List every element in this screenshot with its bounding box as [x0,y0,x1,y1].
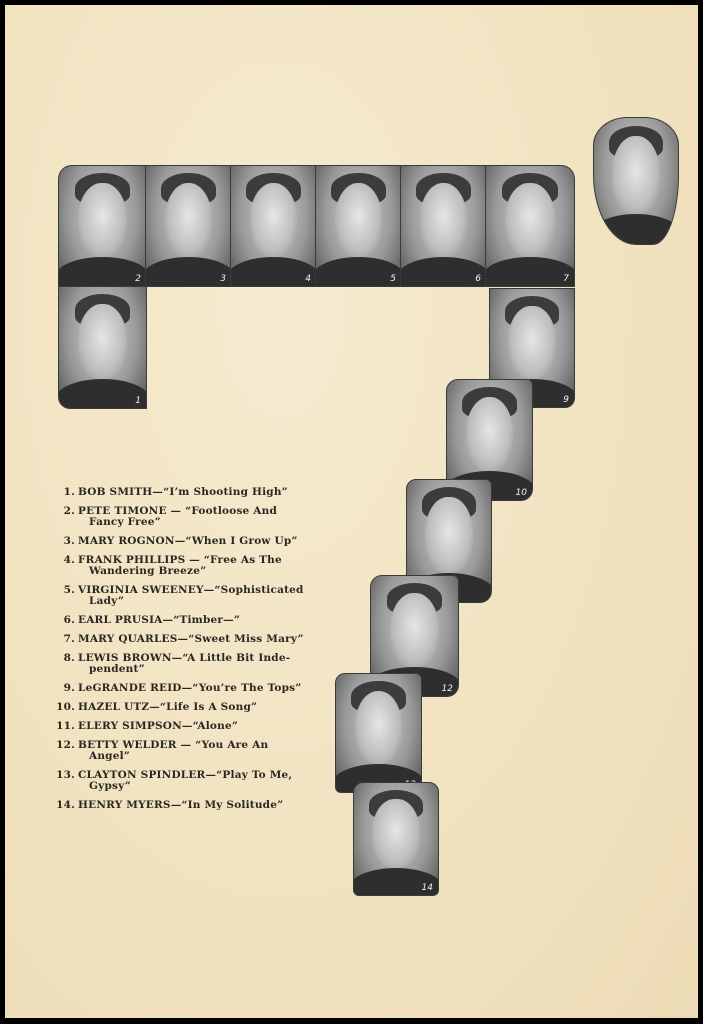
portrait-1 [58,286,147,409]
list-item: 8. LEWIS BROWN—“A Little Bit Inde- pendent” [63,652,291,675]
portrait-8 [593,117,679,245]
portrait-3 [145,165,232,287]
prophecy-list [53,487,323,819]
portrait-6 [400,165,487,287]
portrait-number: 5 [390,274,396,284]
portrait-4 [230,165,317,287]
portrait-number: 12 [441,684,453,694]
list-item: 5. VIRGINIA SWEENEY—“Sophisticated Lady” [63,584,304,607]
list-item: 3. MARY ROGNON—“When I Grow Up” [63,535,298,547]
list-item: 10. HAZEL UTZ—“Life Is A Song” [56,701,258,713]
portrait-2 [58,165,147,287]
portrait-number: 6 [475,274,481,284]
portrait-number: 14 [421,883,433,893]
portrait-5 [315,165,402,287]
portrait-7 [485,165,575,287]
list-item: 9. LeGRANDE REID—“You’re The Tops” [63,682,302,694]
portrait-number: 3 [220,274,226,284]
portrait-number: 1 [135,396,141,406]
portrait-number: 7 [563,274,569,284]
portrait-number: 9 [563,395,569,405]
portrait-number: 2 [135,274,141,284]
list-item: 14. HENRY MYERS—“In My Solitude” [56,799,284,811]
list-item: 13. CLAYTON SPINDLER—“Play To Me, Gypsy” [56,769,293,792]
list-item: 1. BOB SMITH—“I’m Shooting High” [63,486,288,498]
list-item: 7. MARY QUARLES—“Sweet Miss Mary” [63,633,304,645]
list-item: 6. EARL PRUSIA—“Timber—” [63,614,241,626]
list-item: 11. ELERY SIMPSON—“Alone” [56,720,239,732]
portrait-13 [335,673,422,793]
portrait-14 [353,782,439,896]
list-item: 4. FRANK PHILLIPS — “Free As The Wandering Breeze” [63,554,282,577]
list-item: 2. PETE TIMONE — “Footloose And Fancy Free” [63,505,278,528]
list-item: 12. BETTY WELDER — “You Are An Angel” [56,739,269,762]
portrait-number: 10 [515,488,527,498]
portrait-number: 4 [305,274,311,284]
yearbook-page [5,5,698,1018]
